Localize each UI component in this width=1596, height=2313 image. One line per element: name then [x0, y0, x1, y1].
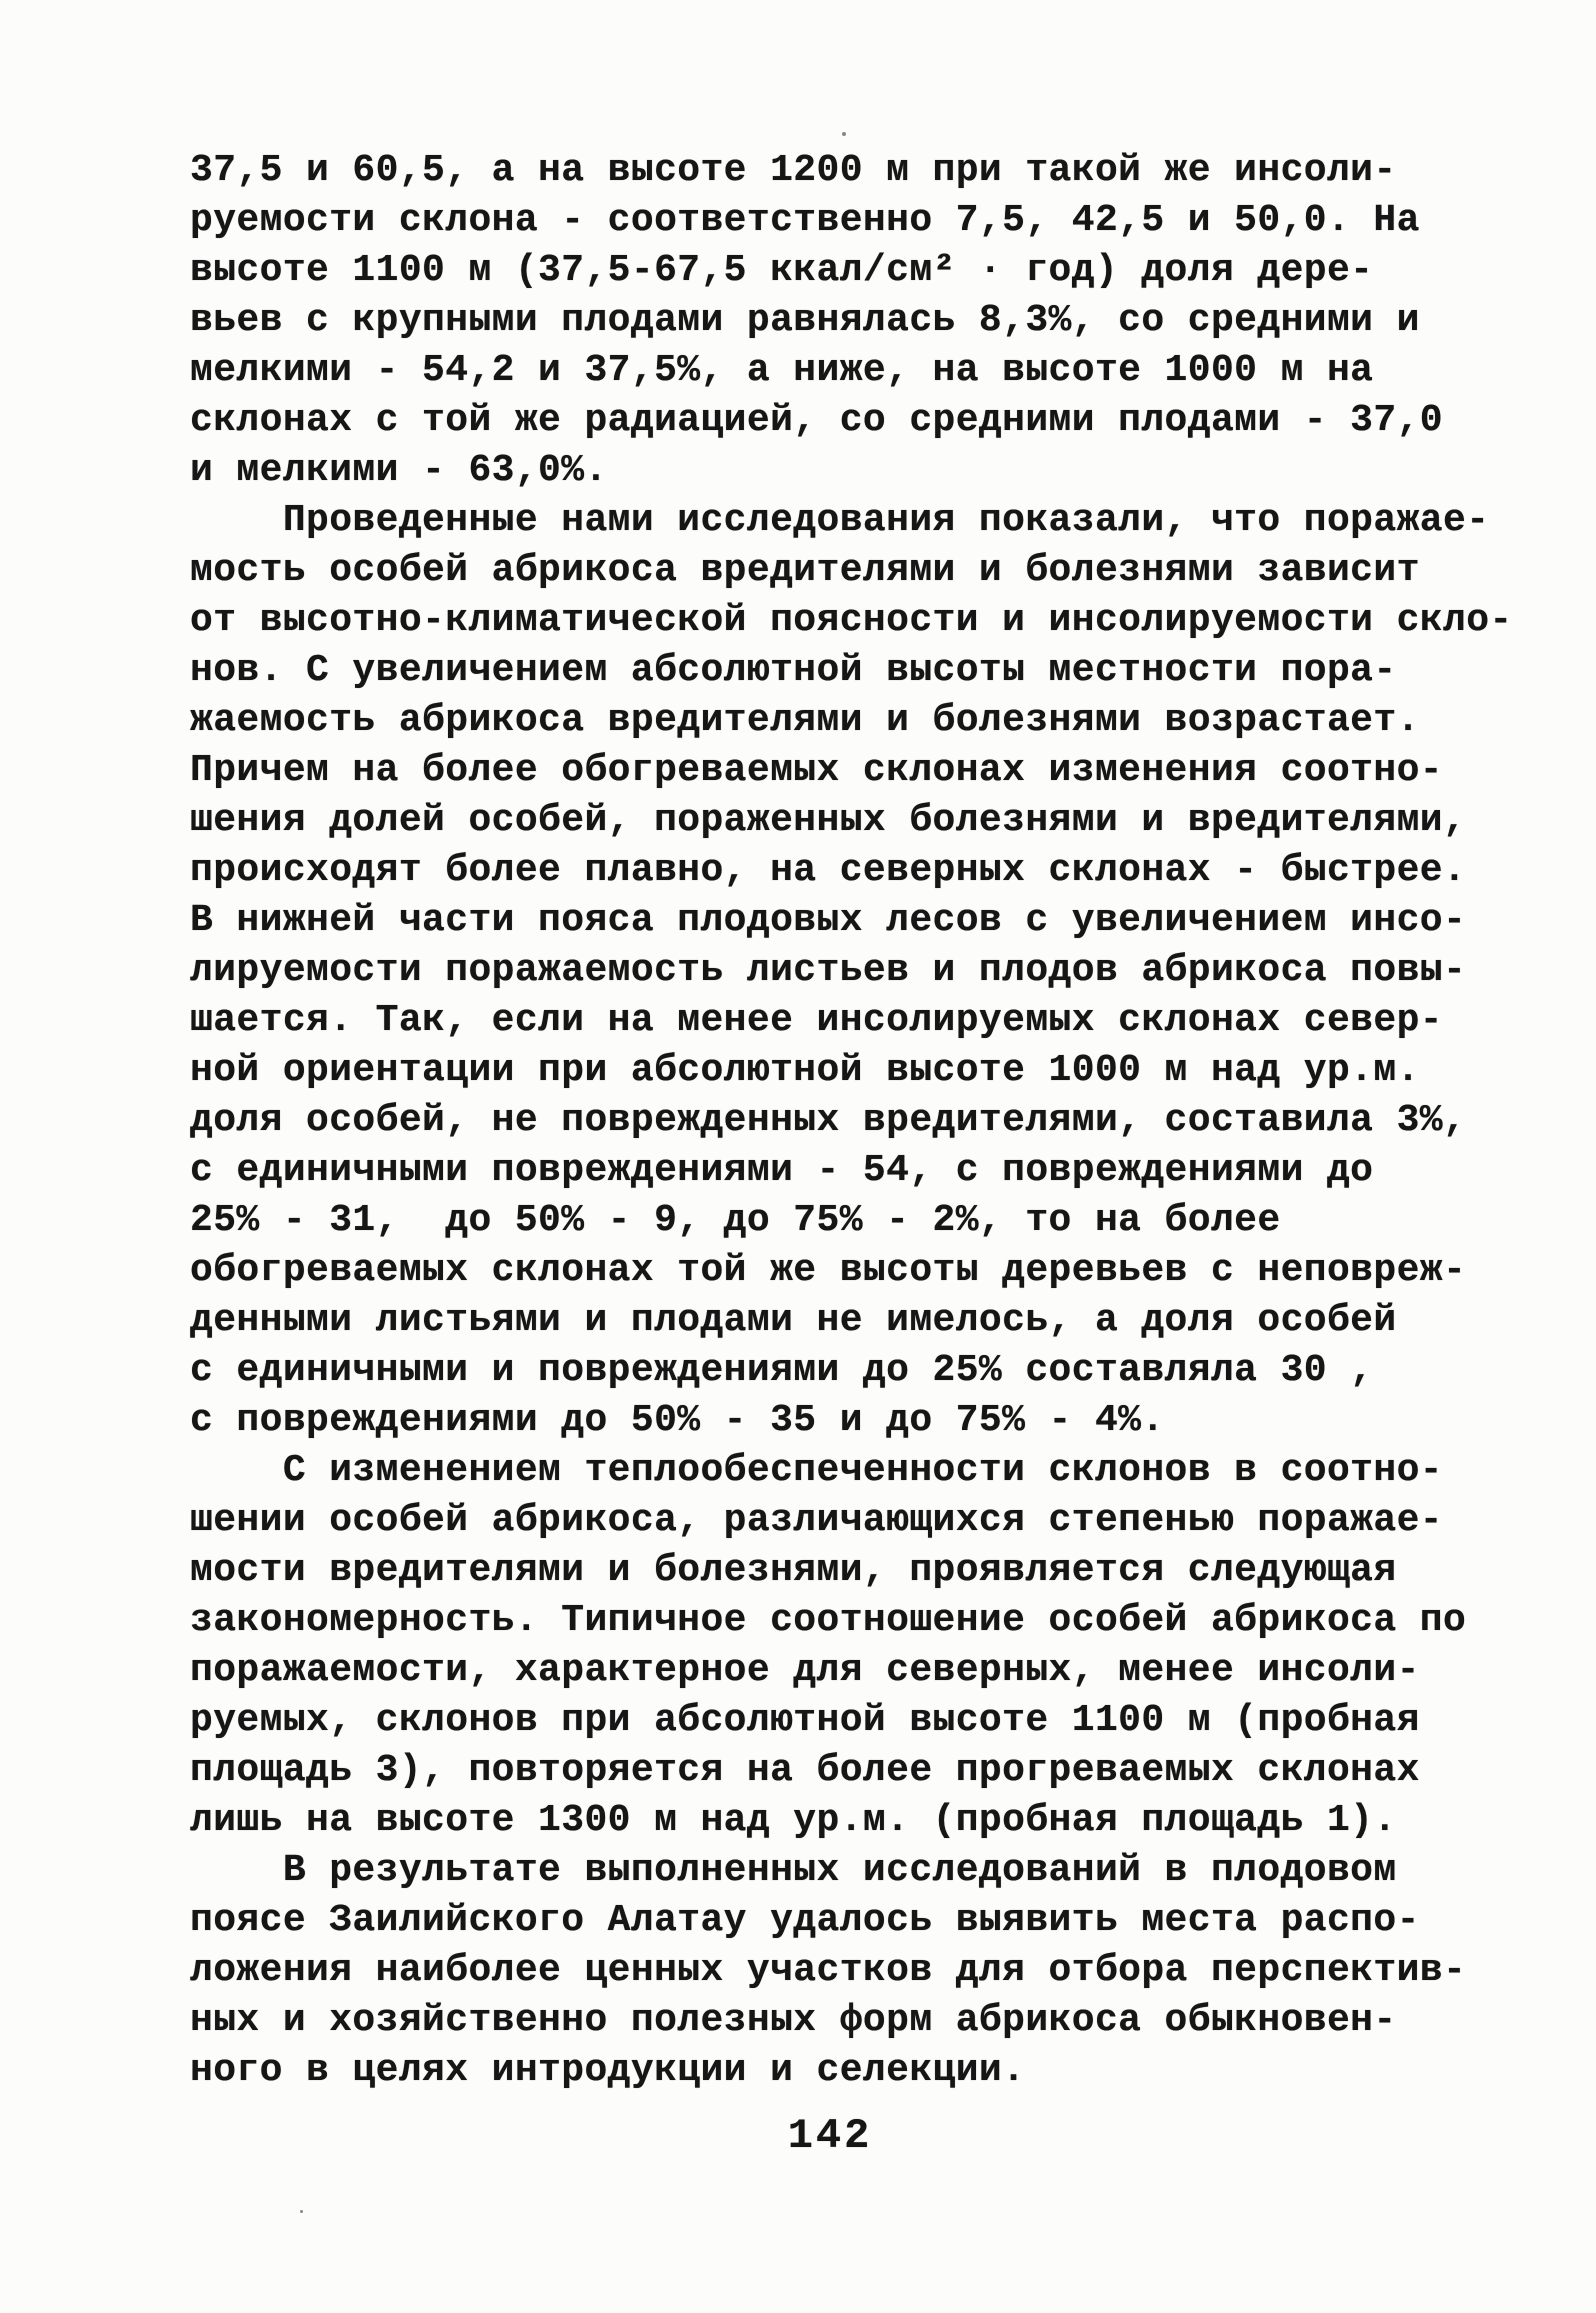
text-line: В результате выполненных исследований в плодовом	[190, 1849, 1397, 1892]
text-line: руемости склона - соответственно 7,5, 42,5 и 50,0. На	[190, 199, 1420, 242]
text-line: лишь на высоте 1300 м над ур.м. (пробная площадь 1).	[190, 1799, 1397, 1842]
text-line: руемых, склонов при абсолютной высоте 1100 м (пробная	[190, 1699, 1420, 1742]
text-line: от высотно-климатической поясности и инсолируемости скло-	[190, 599, 1513, 642]
text-line: 25% - 31, до 50% - 9, до 75% - 2%, то на более	[190, 1199, 1281, 1242]
text-line: ного в целях интродукции и селекции.	[190, 2049, 1026, 2092]
text-line: Причем на более обогреваемых склонах изменения соотно-	[190, 749, 1443, 792]
text-line: вьев с крупными плодами равнялась 8,3%, со средними и	[190, 299, 1420, 342]
text-line: ных и хозяйственно полезных форм абрикоса обыкновен-	[190, 1999, 1397, 2042]
text-line: с единичными повреждениями - 54, с повреждениями до	[190, 1149, 1374, 1192]
text-line: С изменением теплообеспеченности склонов в соотно-	[190, 1449, 1443, 1492]
body-text	[190, 146, 1520, 2096]
text-line: склонах с той же радиацией, со средними плодами - 37,0	[190, 399, 1443, 442]
text-line: поражаемости, характерное для северных, менее инсоли-	[190, 1649, 1420, 1692]
text-line: шении особей абрикоса, различающихся степенью поражае-	[190, 1499, 1443, 1542]
page-number: 142	[787, 2112, 873, 2160]
text-line: ной ориентации при абсолютной высоте 1000 м над ур.м.	[190, 1049, 1420, 1092]
text-line: с повреждениями до 50% - 35 и до 75% - 4%.	[190, 1399, 1165, 1442]
text-line: 37,5 и 60,5, а на высоте 1200 м при такой же инсоли-	[190, 149, 1397, 192]
text-line: закономерность. Типичное соотношение особей абрикоса по	[190, 1599, 1467, 1642]
text-line: происходят более плавно, на северных склонах - быстрее.	[190, 849, 1467, 892]
text-line: В нижней части пояса плодовых лесов с увеличением инсо-	[190, 899, 1467, 942]
text-line: доля особей, не поврежденных вредителями, составила 3%,	[190, 1099, 1467, 1142]
text-line: обогреваемых склонах той же высоты деревьев с неповреж-	[190, 1249, 1467, 1292]
text-line: поясе Заилийского Алатау удалось выявить места распо-	[190, 1899, 1420, 1942]
text-line: шается. Так, если на менее инсолируемых склонах север-	[190, 999, 1443, 1042]
text-line: Проведенные нами исследования показали, что поражае-	[190, 499, 1490, 542]
text-line: нов. С увеличением абсолютной высоты местности пора-	[190, 649, 1397, 692]
text-line: ложения наиболее ценных участков для отбора перспектив-	[190, 1949, 1467, 1992]
text-line: лируемости поражаемость листьев и плодов абрикоса повы-	[190, 949, 1467, 992]
text-line: шения долей особей, пораженных болезнями и вредителями,	[190, 799, 1467, 842]
text-line: мости вредителями и болезнями, проявляется следующая	[190, 1549, 1397, 1592]
text-line: площадь 3), повторяется на более прогреваемых склонах	[190, 1749, 1420, 1792]
text-line: высоте 1100 м (37,5-67,5 ккал/см² · год) доля дере-	[190, 249, 1374, 292]
text-line: и мелкими - 63,0%.	[190, 449, 608, 492]
text-line: мелкими - 54,2 и 37,5%, а ниже, на высоте 1000 м на	[190, 349, 1374, 392]
text-line: денными листьями и плодами не имелось, а доля особей	[190, 1299, 1397, 1342]
text-line: с единичными и повреждениями до 25% составляла 30 ,	[190, 1349, 1374, 1392]
text-line: мость особей абрикоса вредителями и болезнями зависит	[190, 549, 1420, 592]
text-line: жаемость абрикоса вредителями и болезнями возрастает.	[190, 699, 1420, 742]
